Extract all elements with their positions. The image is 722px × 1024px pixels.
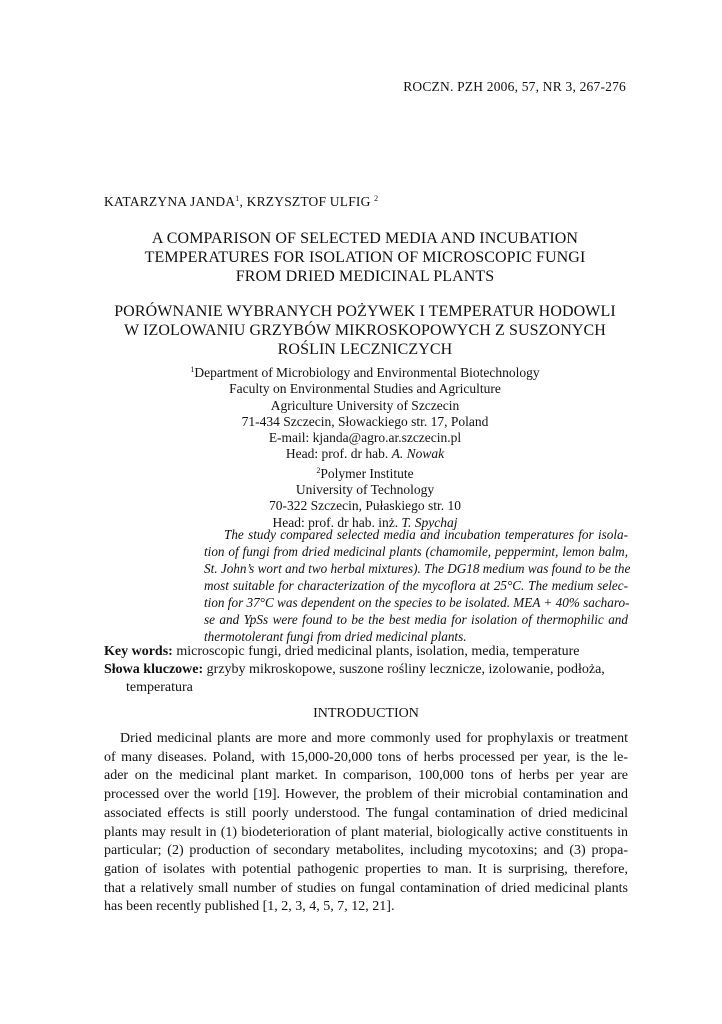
affiliations	[104, 362, 626, 531]
head-prefix: Head: prof. dr hab.	[285, 446, 392, 462]
affiliation-line	[104, 362, 626, 381]
keywords-block	[104, 643, 628, 697]
paragraph-line: associated effects is still poorly understood. The fungal contamination of dried medicinal	[104, 805, 628, 821]
paragraph-line: of many diseases. Poland, with 15,000-20,000 tons of herbs processed per year, is the le-	[104, 749, 628, 765]
paragraph-line: processed over the world [19]. However, the problem of their microbial contamination and	[104, 787, 628, 803]
abstract-line: St. John’s wort and two herbal mixtures). The DG18 medium was found to be the	[204, 561, 631, 576]
title-line: TEMPERATURES FOR ISOLATION OF MICROSCOPIC FUNGI	[144, 249, 586, 266]
title-line: PORÓWNANIE WYBRANYCH POŻYWEK I TEMPERATUR HODOWLI	[114, 303, 616, 320]
affiliation-line: Agriculture University of Szczecin	[270, 397, 460, 413]
author-line	[104, 194, 378, 210]
keywords-polish-continued: temperatura	[126, 680, 193, 695]
affiliation-line: 70-322 Szczecin, Pułaskiego str. 10	[269, 498, 461, 514]
affiliation-line: University of Technology	[295, 482, 435, 498]
author-separator: ,	[239, 194, 247, 209]
author-name: KRZYSZTOF ULFIG	[246, 194, 371, 209]
paragraph-line: ader on the medicinal plant market. In comparison, 100,000 tons of herbs per year are	[104, 768, 628, 784]
paragraph-line: gation of isolates with potential pathogenic properties to man. It is surprising, therefore,	[104, 861, 628, 877]
head-name: A. Nowak	[391, 446, 445, 462]
affiliation-marker: 1	[190, 365, 195, 374]
abstract-line: tion for 37°C was dependent on the species to be isolated. MEA + 40% sacharo-	[204, 595, 630, 610]
abstract-line: tion of fungi from dried medicinal plants (chamomile, peppermint, lemon balm,	[204, 544, 628, 559]
paragraph-line: particular; (2) production of secondary metabolites, including mycotoxins; and (3) propa-	[104, 843, 628, 859]
paragraph-line: that a relatively small number of studies on fungal contamination of dried medicinal plants	[104, 880, 628, 896]
abstract-line: The study compared selected media and incubation temperatures for isola-	[224, 527, 628, 542]
affiliation-head	[104, 446, 626, 462]
keywords-label: Słowa kluczowe:	[104, 662, 204, 677]
paragraph-line: plants may result in (1) biodeterioration of plant material, biologically active constituents in	[104, 824, 628, 840]
abstract-line: most suitable for characterization of the mycoflora at 25°C. The medium selec-	[204, 578, 628, 593]
abstract-line: se and YpSs were found to be the best media for isolation of thermophilic and	[204, 612, 628, 627]
affiliation-marker: 2	[316, 465, 321, 475]
affiliation-email: E-mail: kjanda@agro.ar.szczecin.pl	[268, 430, 462, 446]
abstract-line: thermotolerant fungi from dried medicinal plants.	[204, 629, 467, 644]
author-name: KATARZYNA JANDA	[104, 194, 236, 209]
abstract	[204, 526, 631, 645]
affiliation-line: 71-434 Szczecin, Słowackiego str. 17, Poland	[241, 413, 489, 429]
journal-reference: ROCZN. PZH 2006, 57, NR 3, 267-276	[403, 79, 626, 94]
keywords-text: microscopic fungi, dried medicinal plants, isolation, media, temperature	[172, 644, 580, 659]
author-affiliation-marker: 1	[235, 194, 240, 203]
paragraph-line: has been recently published [1, 2, 3, 4, 5, 7, 12, 21].	[104, 899, 395, 915]
affiliation-department: Department of Microbiology and Environmental Biotechnology	[194, 365, 540, 380]
paragraph-line: Dried medicinal plants are more and more commonly used for prophylaxis or treatment	[120, 731, 628, 746]
affiliation-line: Faculty on Environmental Studies and Agriculture	[229, 381, 501, 397]
head-name: T. Spychaj	[401, 514, 458, 530]
keywords-label: Key words:	[104, 644, 173, 659]
head-prefix: Head: prof. dr hab. inż.	[272, 514, 402, 530]
keywords-english	[104, 643, 628, 661]
introduction-paragraph	[104, 730, 628, 917]
paper-title-english	[104, 229, 626, 286]
affiliation-line	[104, 463, 626, 482]
title-line: FROM DRIED MEDICINAL PLANTS	[235, 268, 495, 285]
section-heading: INTRODUCTION	[313, 706, 419, 721]
author-affiliation-marker: 2	[374, 194, 379, 203]
title-line: ROŚLIN LECZNICZYCH	[277, 341, 453, 358]
keywords-text: grzyby mikroskopowe, suszone rośliny lecznicze, izolowanie, podłoża,	[203, 662, 605, 677]
title-line: W IZOLOWANIU GRZYBÓW MIKROSKOPOWYCH Z SUSZONYCH	[124, 322, 606, 339]
title-line: A COMPARISON OF SELECTED MEDIA AND INCUBATION	[151, 230, 579, 247]
affiliation-institute: Polymer Institute	[320, 465, 414, 481]
paper-title-polish	[104, 302, 626, 359]
keywords-polish	[104, 661, 628, 679]
